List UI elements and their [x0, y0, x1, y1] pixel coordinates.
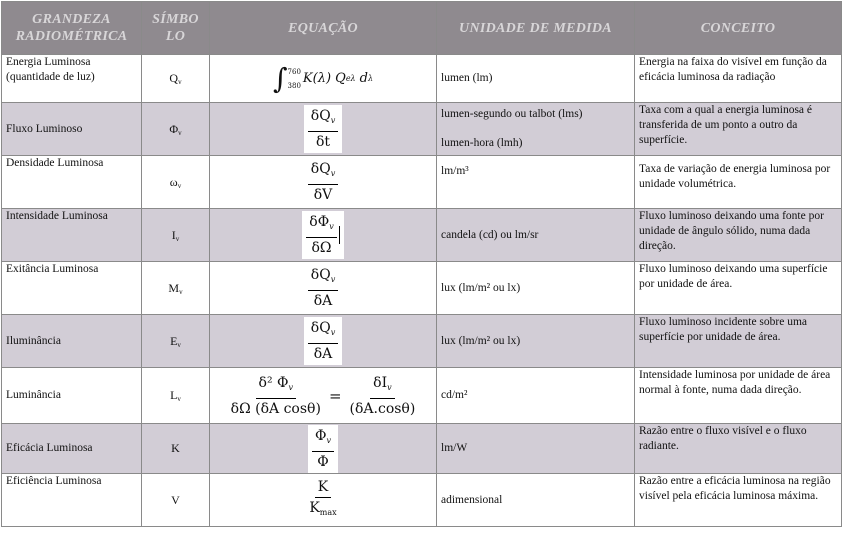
symbol-subscript: v: [178, 128, 182, 137]
unit-cell: lux (lm/m² ou lx): [437, 315, 635, 368]
symbol-cell: [142, 474, 210, 527]
denominator: Φ: [317, 453, 329, 470]
unit-cell: lumen (lm): [437, 55, 635, 103]
symbol: Φ: [169, 121, 179, 136]
unit-cell: lm/m³: [437, 156, 635, 209]
header-grandeza: GRANDEZA RADIOMÉTRICA: [2, 2, 142, 55]
numerator: [308, 160, 338, 185]
numerator-text: δΦ: [309, 214, 330, 230]
equals-sign: =: [328, 386, 342, 405]
unit-cell: lm/W: [437, 424, 635, 474]
fraction-right: [347, 374, 419, 418]
integral-lower: 380: [287, 81, 301, 90]
numerator-subscript: v: [330, 169, 336, 178]
numerator-text: δQ: [310, 320, 331, 336]
unit-cell: cd/m²: [437, 368, 635, 424]
numerator-text: Φ: [314, 427, 327, 444]
unit-line-2: lumen-hora (lmh): [441, 137, 523, 149]
symbol-cell: [142, 315, 210, 368]
equation-cell: [210, 262, 437, 315]
table-row: [2, 474, 842, 527]
symbol: Q: [169, 71, 179, 85]
denominator: δV: [313, 187, 333, 203]
symbol-cell: [142, 55, 210, 103]
equation-cell: [210, 368, 437, 424]
quantity-name: Intensidade Luminosa: [2, 209, 142, 262]
denominator: δt: [315, 134, 331, 150]
numerator: [370, 374, 395, 399]
equation-box: [304, 105, 342, 153]
equation-cell: [210, 55, 437, 103]
symbol: V: [171, 492, 180, 507]
integral-limits: [288, 65, 301, 93]
header-conceito: CONCEITO: [635, 2, 842, 55]
quantity-name: Exitância Luminosa: [2, 262, 142, 315]
unit-cell: lux (lm/m² ou lx): [437, 262, 635, 315]
symbol-subscript: v: [175, 234, 180, 243]
table-row: [2, 156, 842, 209]
quantity-name: Energia Luminosa (quantidade de luz): [2, 55, 142, 103]
numerator-text: δQ: [310, 161, 331, 177]
numerator: K: [315, 478, 331, 498]
concept-cell: Razão entre o fluxo visível e o fluxo radiante.: [635, 424, 842, 474]
symbol-cell: [142, 368, 210, 424]
table-row: [2, 55, 842, 103]
header-simbolo: SÍMBO LO: [142, 2, 210, 55]
header-row: [2, 2, 842, 55]
symbol-cell: [142, 209, 210, 262]
concept-cell: Fluxo luminoso deixando uma fonte por unidade de ângulo sólido, numa dada direção.: [635, 209, 842, 262]
concept-cell: Intensidade luminosa por unidade de área normal à fonte, numa dada direção.: [635, 368, 842, 424]
quantity-name: Eficácia Luminosa: [2, 424, 142, 474]
symbol: M: [168, 280, 180, 295]
numerator: [306, 213, 336, 238]
numerator-subscript: v: [330, 116, 336, 125]
denominator: (δA.cosθ): [349, 400, 416, 417]
fraction: [306, 478, 339, 522]
numerator-subscript: v: [330, 328, 336, 337]
symbol-cell: [142, 156, 210, 209]
concept-cell: Fluxo luminoso deixando uma superfície por unidade de área.: [635, 262, 842, 315]
symbol-subscript: v: [177, 395, 181, 403]
numerator-subscript: v: [330, 275, 336, 284]
numerator: [308, 107, 338, 132]
table-row: [2, 315, 842, 368]
symbol-subscript: v: [178, 78, 182, 86]
symbol: K: [171, 441, 180, 455]
numerator: [308, 319, 338, 344]
concept-cell: Energia na faixa do visível em função da eficácia luminosa da radiação: [635, 55, 842, 103]
quantity-name: Eficiência Luminosa: [2, 474, 142, 527]
integral-equation: [272, 61, 374, 95]
denominator-text: K: [309, 500, 320, 516]
concept-cell: Razão entre a eficácia luminosa na região visível pela eficácia luminosa máxima.: [635, 474, 842, 527]
quantity-name: Iluminância: [2, 315, 142, 368]
integrand: K(λ) Q: [302, 71, 346, 86]
symbol-subscript: v: [177, 340, 181, 349]
numerator-subscript: v: [288, 382, 294, 392]
equation-cell: [210, 209, 437, 262]
header-unidade: UNIDADE DE MEDIDA: [437, 2, 635, 55]
numerator-subscript: v: [326, 435, 331, 445]
text-cursor: [339, 226, 340, 244]
numerator-text: δ² Φ: [258, 374, 289, 391]
denominator-subscript: max: [319, 508, 337, 517]
numerator-subscript: v: [329, 222, 334, 231]
quantity-name: Densidade Luminosa: [2, 156, 142, 209]
table-row: [2, 262, 842, 315]
fraction: [312, 427, 334, 471]
denominator: δΩ: [311, 240, 332, 256]
numerator-text: δQ: [310, 267, 331, 283]
numerator: [256, 374, 297, 399]
unit-cell: candela (cd) ou lm/sr: [437, 209, 635, 262]
differential: d: [359, 71, 368, 86]
unit-line-1: lumen-segundo ou talbot (lms): [441, 108, 583, 120]
equation-box: [304, 158, 342, 206]
symbol-cell: [142, 103, 210, 156]
denominator: δA: [313, 293, 333, 309]
quantity-name: Fluxo Luminoso: [2, 103, 142, 156]
equation-box: [308, 425, 338, 473]
concept-cell: Taxa com a qual a energia luminosa é transferida de um ponto a outro da superfície.: [635, 103, 842, 156]
denominator: [306, 498, 339, 522]
table-row: [2, 209, 842, 262]
concept-cell: Fluxo luminoso incidente sobre uma superfície por unidade de área.: [635, 315, 842, 368]
equation-cell: [210, 474, 437, 527]
integrand-subscript: eλ: [345, 74, 356, 83]
numerator-text: δQ: [310, 108, 331, 124]
symbol-cell: [142, 262, 210, 315]
denominator: δA: [313, 346, 333, 362]
table-row: [2, 424, 842, 474]
unit-cell: adimensional: [437, 474, 635, 527]
numerator: [308, 266, 338, 291]
symbol-cell: [142, 424, 210, 474]
numerator-subscript: v: [387, 382, 392, 392]
fraction: [308, 160, 338, 204]
equation-box: [269, 63, 377, 95]
equation-cell: [210, 424, 437, 474]
symbol: E: [170, 333, 178, 348]
equation-cell: [210, 156, 437, 209]
symbol-subscript: v: [179, 287, 183, 296]
denominator: δΩ (δA cosθ): [230, 400, 321, 417]
table-row: [2, 103, 842, 156]
equation-cell: [210, 103, 437, 156]
symbol: I: [171, 227, 176, 242]
header-equacao: EQUAÇÃO: [210, 2, 437, 55]
equation-box: [304, 264, 342, 312]
fraction: [308, 266, 338, 310]
differential-subscript: λ: [367, 74, 374, 83]
equation-cell: [210, 315, 437, 368]
numerator: [312, 427, 334, 452]
equation-box: [302, 211, 343, 259]
quantity-name: Luminância: [2, 368, 142, 424]
equation-box: [302, 476, 343, 524]
table-row: [2, 368, 842, 424]
fraction: [306, 213, 336, 257]
fraction: [308, 319, 338, 363]
unit-cell: [437, 103, 635, 156]
integral-sign: ∫: [272, 61, 288, 95]
symbol: ω: [169, 174, 178, 189]
equation-box: [304, 317, 342, 365]
concept-cell: Taxa de variação de energia luminosa por unidade volumétrica.: [635, 156, 842, 209]
equation-box: [224, 372, 423, 420]
symbol: L: [170, 388, 178, 402]
radiometric-table: [1, 1, 842, 527]
fraction: [308, 107, 338, 151]
numerator-text: δI: [373, 374, 388, 391]
symbol-subscript: v: [177, 181, 182, 190]
integral-upper: 760: [287, 67, 301, 76]
fraction-left: [228, 374, 324, 418]
